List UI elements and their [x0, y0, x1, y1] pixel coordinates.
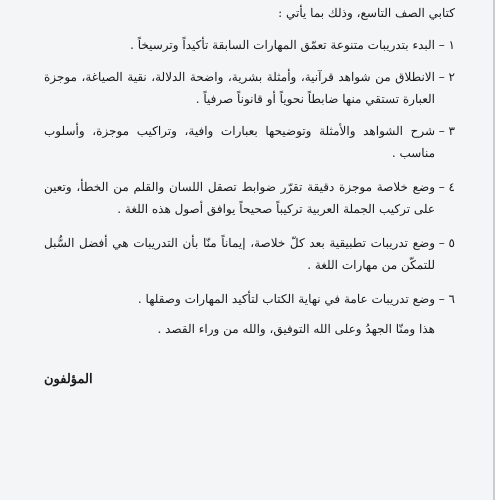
list-item: [44, 66, 455, 110]
list-item: [44, 120, 455, 164]
intro-line: كتابي الصف التاسع، وذلك بما يأتي :: [278, 6, 455, 20]
item-text: الانطلاق من شواهد قرآنية، وأمثلة بشرية، واضحة الدلالة، نقية الصياغة، موجزة العبارة تستقي منها ضابطاً نحوياً أو قانوناً صرفياً .: [44, 70, 435, 106]
item-text: وضع تدريبات عامة في نهاية الكتاب لتأكيد المهارات وصقلها .: [137, 292, 435, 306]
item-number: ٢ –: [438, 70, 455, 84]
authors-signature: المؤلفون: [44, 372, 93, 387]
item-number: ٥ –: [438, 236, 455, 250]
item-number: ١ –: [438, 38, 455, 52]
item-text: البدء بتدريبات متنوعة تعمّق المهارات السابقة تأكيداً وترسيخاً .: [130, 38, 435, 52]
item-text: وضع خلاصة موجزة دقيقة تقرّر ضوابط تصقل اللسان والقلم من الخطأ، وتعين على تركيب الجملة العربية تركيباً صحيحاً يوافق أصول هذه اللغة .: [44, 180, 435, 216]
list-item: [44, 232, 455, 276]
item-text: وضع تدريبات تطبيقية بعد كلّ خلاصة، إيماناً منّا بأن التدريبات هي أفضل السُّبل للتمكّن من مهارات اللغة .: [44, 236, 435, 272]
list-item: [44, 34, 455, 56]
item-number: ٦ –: [438, 292, 455, 306]
closing-line: هذا ومنّا الجهدُ وعلى الله التوفيق، والله من وراء القصد .: [157, 322, 435, 336]
item-number: ٣ –: [438, 124, 455, 138]
list-item: [44, 176, 455, 220]
list-item: [44, 288, 455, 310]
item-text: شرح الشواهد والأمثلة وتوضيحها بعبارات وافية، وتراكيب موجزة، وأسلوب مناسب .: [44, 124, 435, 160]
item-number: ٤ –: [438, 180, 455, 194]
